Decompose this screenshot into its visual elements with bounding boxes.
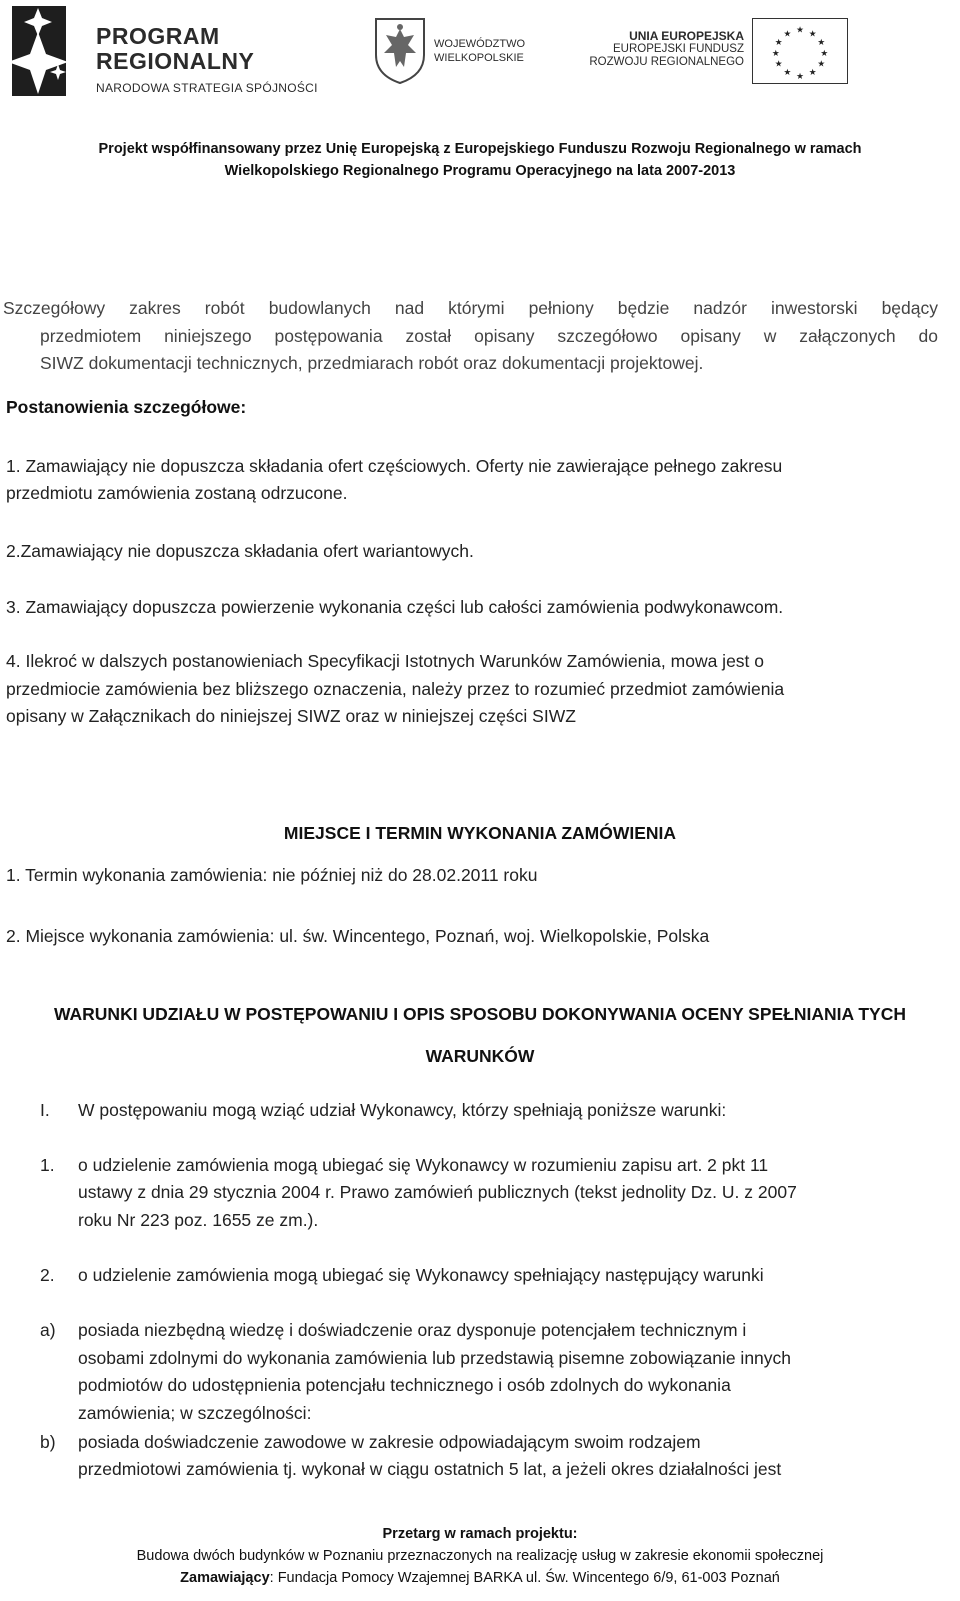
svg-text:★: ★ <box>817 38 826 49</box>
condition-a-line2: osobami zdolnymi do wykonania zamówienia lub przedstawią pisemne zobowiązanie innych <box>78 1348 792 1368</box>
eu-line1: UNIA EUROPEJSKA <box>629 29 744 43</box>
footer-contracting-label: Zamawiający <box>180 1570 270 1586</box>
provision-4-line1: 4. Ilekroć w dalszych postanowieniach Specyfikacji Istotnych Warunków Zamówienia, mowa jest o <box>6 651 765 671</box>
program-subtitle: NARODOWA STRATEGIA SPÓJNOŚCI <box>96 81 318 95</box>
footer-line2: Budowa dwóch budynków w Poznaniu przeznaczonych na realizację usług w zakresie ekonomii społecznej <box>136 1548 824 1564</box>
footer-line3 <box>0 1570 960 1586</box>
svg-text:★: ★ <box>808 29 817 40</box>
eu-text <box>584 30 744 69</box>
place-term-item1: 1. Termin wykonania zamówienia: nie później niż do 28.02.2011 roku <box>6 865 538 885</box>
eu-flag-icon <box>752 18 848 84</box>
svg-text:★: ★ <box>796 72 804 83</box>
voivodeship-line1: WOJEWÓDZTWO <box>434 38 526 50</box>
intro-line3: SIWZ dokumentacji technicznych, przedmiarach robót oraz dokumentacji projektowej. <box>40 353 704 373</box>
svg-text:★: ★ <box>820 48 829 59</box>
svg-text:★: ★ <box>817 59 826 70</box>
footer-contracting-text: : Fundacja Pomocy Wzajemnej BARKA ul. Św. Wincentego 6/9, 61-003 Poznań <box>269 1570 780 1586</box>
condition-a-marker: a) <box>40 1320 56 1340</box>
condition-a-line3: podmiotów do udostępnienia potencjału technicznego i osób zdolnych do wykonania <box>78 1375 731 1395</box>
provision-2: 2.Zamawiający nie dopuszcza składania ofert wariantowych. <box>6 541 474 561</box>
condition-b-marker: b) <box>40 1432 56 1452</box>
intro-line2: przedmiotem niniejszego postępowania został opisany szczegółowo opisany w załączonych do <box>40 326 938 346</box>
svg-text:★: ★ <box>774 59 783 70</box>
svg-text:★: ★ <box>771 48 780 59</box>
svg-text:★: ★ <box>774 38 783 49</box>
program-title-line1: PROGRAM <box>96 23 220 49</box>
condition-b-line1: posiada doświadczenie zawodowe w zakresie odpowiadającym swoim rodzajem <box>78 1432 701 1452</box>
roman-marker: I. <box>40 1100 50 1120</box>
project-cofinance-line1: Projekt współfinansowany przez Unię Europejską z Europejskiego Funduszu Rozwoju Regionalnego w ramach <box>98 141 862 157</box>
provision-4-line3: opisany w Załącznikach do niniejszej SIWZ oraz w niniejszej części SIWZ <box>6 706 576 726</box>
roman-text: W postępowaniu mogą wziąć udział Wykonawcy, którzy spełniają poniższe warunki: <box>78 1100 727 1120</box>
place-term-item2: 2. Miejsce wykonania zamówienia: ul. św. Wincentego, Poznań, woj. Wielkopolskie, Polska <box>6 926 710 946</box>
program-regionalny-logo <box>4 2 334 100</box>
project-cofinance-line2: Wielkopolskiego Regionalnego Programu Operacyjnego na lata 2007-2013 <box>224 163 736 179</box>
condition-b-line2: przedmiotowi zamówienia tj. wykonał w ciągu ostatnich 5 lat, a jeżeli okres działalności jest <box>78 1459 782 1479</box>
eagle-shield-icon <box>372 15 428 85</box>
program-title-line2: REGIONALNY <box>96 48 255 74</box>
program-title <box>96 24 254 74</box>
condition-a-line4: zamówienia; w szczególności: <box>78 1403 312 1423</box>
condition-1-line3: roku Nr 223 poz. 1655 ze zm.). <box>78 1210 319 1230</box>
conditions-heading-line1: WARUNKI UDZIAŁU W POSTĘPOWANIU I OPIS SPOSOBU DOKONYWANIA OCENY SPEŁNIANIA TYCH <box>53 1004 907 1024</box>
svg-text:★: ★ <box>783 68 792 79</box>
conditions-heading-line2: WARUNKÓW <box>425 1046 535 1066</box>
intro-line1: Szczegółowy zakres robót budowlanych nad którymi pełniony będzie nadzór inwestorski będący <box>3 298 938 318</box>
place-term-heading: MIEJSCE I TERMIN WYKONANIA ZAMÓWIENIA <box>283 823 677 843</box>
provision-1-line2: przedmiotu zamówienia zostaną odrzucone. <box>6 483 348 503</box>
provision-1-line1: 1. Zamawiający nie dopuszcza składania ofert częściowych. Oferty nie zawierające pełnego zakresu <box>6 456 783 476</box>
provision-3: 3. Zamawiający dopuszcza powierzenie wykonania części lub całości zamówienia podwykonawcom. <box>6 597 784 617</box>
condition-a-line1: posiada niezbędną wiedzę i doświadczenie oraz dysponuje potencjałem technicznym i <box>78 1320 747 1340</box>
voivodeship-line2: WIELKOPOLSKIE <box>434 52 524 64</box>
condition-1-line2: ustawy z dnia 29 stycznia 2004 r. Prawo zamówień publicznych (tekst jednolity Dz. U. z 2007 <box>78 1182 797 1202</box>
voivodeship-logo <box>372 15 572 90</box>
voivodeship-text <box>434 37 525 65</box>
svg-text:★: ★ <box>796 25 804 36</box>
star-brush-icon <box>4 2 76 100</box>
condition-2-text: o udzielenie zamówienia mogą ubiegać się Wykonawcy spełniający następujący warunki <box>78 1265 764 1285</box>
header-logo-band <box>0 0 960 104</box>
eu-line3: ROZWOJU REGIONALNEGO <box>589 56 744 68</box>
eu-logo <box>584 18 864 88</box>
provisions-heading: Postanowienia szczegółowe: <box>6 397 247 417</box>
svg-text:★: ★ <box>783 29 792 40</box>
provision-4-line2: przedmiocie zamówienia bez bliższego oznaczenia, należy przez to rozumieć przedmiot zamówienia <box>6 679 785 699</box>
footer-line1: Przetarg w ramach projektu: <box>382 1526 578 1542</box>
svg-text:★: ★ <box>808 68 817 79</box>
condition-1-marker: 1. <box>40 1155 55 1175</box>
eu-line2: EUROPEJSKI FUNDUSZ <box>613 43 744 55</box>
condition-1-line1: o udzielenie zamówienia mogą ubiegać się Wykonawcy w rozumieniu zapisu art. 2 pkt 11 <box>78 1155 769 1175</box>
condition-2-marker: 2. <box>40 1265 55 1285</box>
